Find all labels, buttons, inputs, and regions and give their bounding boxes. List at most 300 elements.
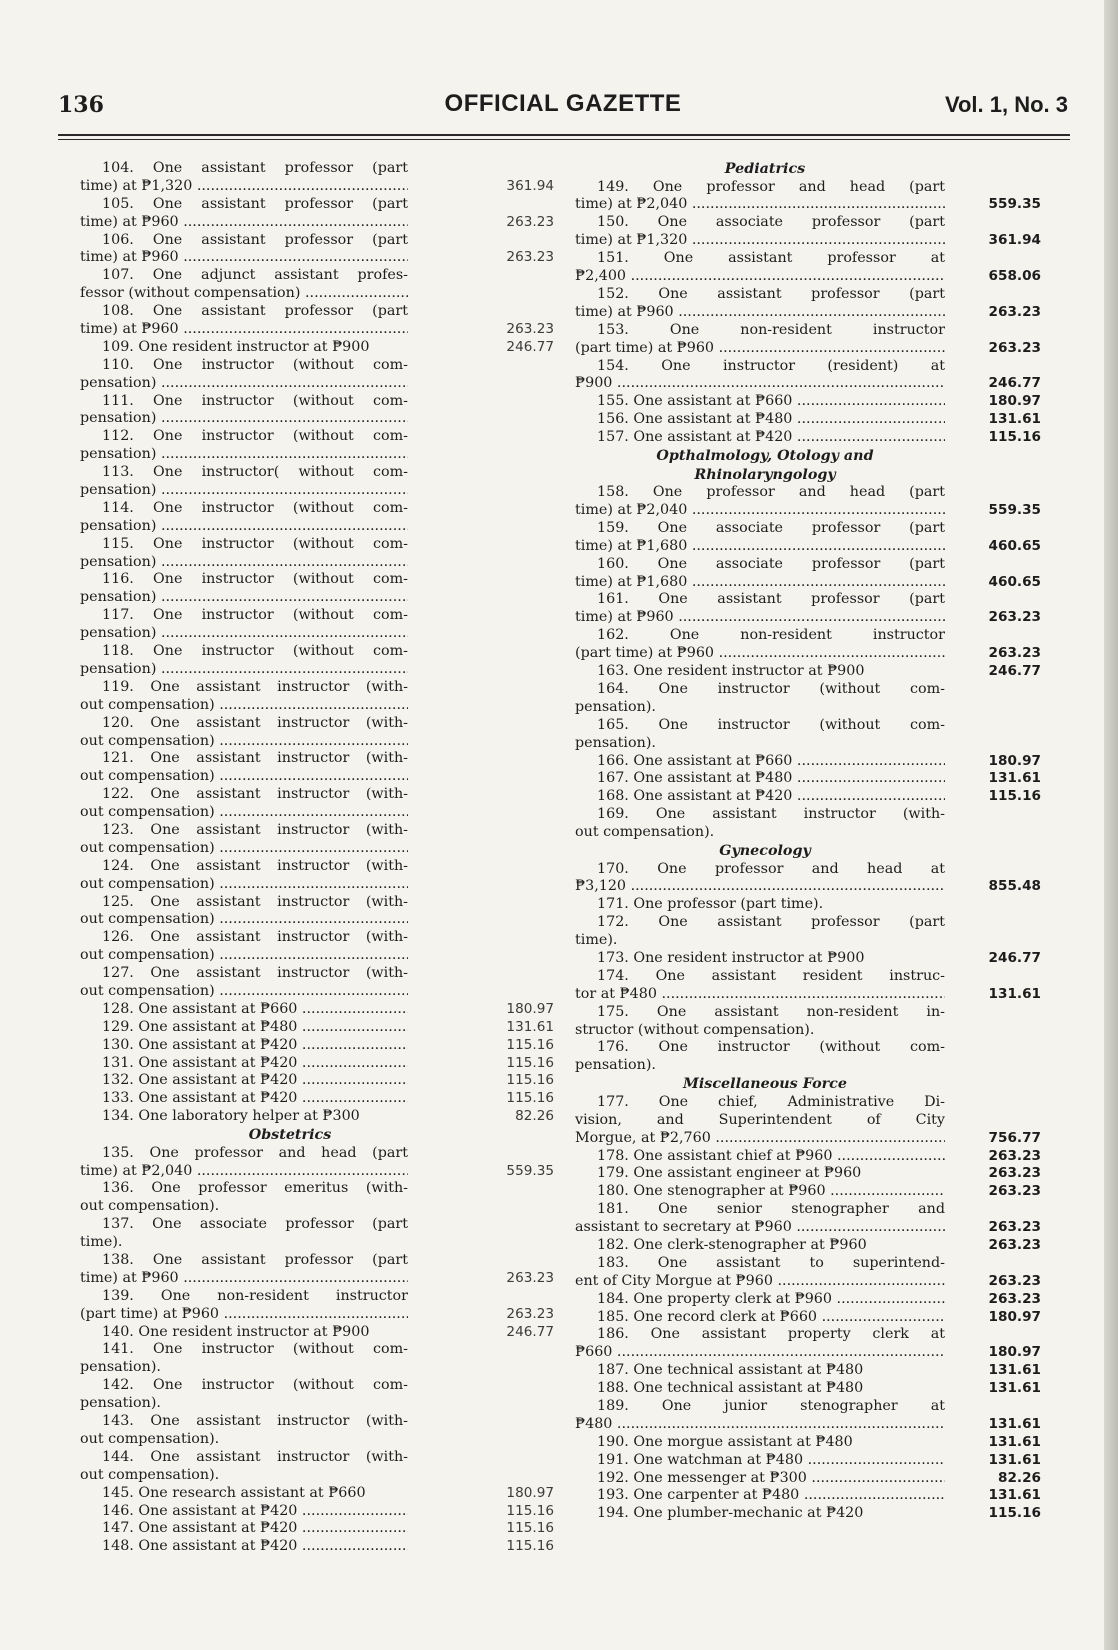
item-text: time) at ₱960 .....: [80, 214, 408, 232]
item-line: [80, 1431, 554, 1449]
item-text: 176. One instructor (without com-: [597, 1039, 945, 1056]
item-line: [80, 679, 554, 697]
item-text: 184. One property clerk at ₱960 .....: [597, 1291, 945, 1309]
item-line: [575, 502, 1041, 520]
page-header: [58, 90, 1068, 130]
item-line: [80, 285, 554, 303]
section-heading: Rhinolaryngology: [694, 466, 836, 483]
item-text: out compensation) .....: [80, 911, 408, 929]
section-heading: Gynecology: [719, 842, 811, 859]
item-amount: 460.65: [988, 573, 1041, 590]
item-line: [575, 375, 1041, 393]
item-text: 156. One assistant at ₱480 .....: [597, 411, 945, 429]
item-text: 190. One morgue assistant at ₱480: [597, 1433, 853, 1450]
item-text: 125. One assistant instructor (with-: [102, 893, 408, 910]
item-text: 106. One assistant professor (part: [102, 231, 408, 248]
item-line: [575, 322, 1041, 340]
item-text: 158. One professor and head (part: [597, 484, 945, 501]
item-line: [80, 482, 554, 500]
item-line: [575, 232, 1041, 250]
item-line: [575, 411, 1041, 429]
item-line: [575, 1112, 1041, 1130]
item-text: pensation) .....: [80, 518, 408, 536]
item-text: structor (without compensation).: [575, 1021, 815, 1038]
item-line: [575, 1148, 1041, 1166]
item-amount: 131.61: [988, 1487, 1041, 1504]
item-text: 128. One assistant at ₱660 .....: [102, 1001, 408, 1019]
item-line: [575, 250, 1041, 268]
section-heading: Miscellaneous Force: [683, 1076, 847, 1093]
item-amount: 131.61: [988, 1380, 1041, 1397]
item-amount: 131.61: [988, 411, 1041, 428]
item-text: 183. One assistant to superintend-: [597, 1254, 945, 1271]
item-line: [80, 410, 554, 428]
item-line: [80, 822, 554, 840]
item-line: [575, 1309, 1041, 1327]
item-line: [80, 1520, 554, 1538]
item-amount: 559.35: [506, 1162, 554, 1179]
item-line: [80, 1001, 554, 1019]
item-text: 140. One resident instructor at ₱900: [102, 1323, 370, 1340]
item-text: 139. One non-resident instructor: [102, 1287, 408, 1304]
item-line: [575, 1039, 1041, 1057]
item-line: [80, 500, 554, 518]
item-text: 169. One assistant instructor (with-: [597, 806, 945, 823]
item-amount: 361.94: [988, 232, 1041, 249]
item-text: ₱2,400 .....: [575, 268, 945, 286]
item-line: [80, 661, 554, 679]
item-text: 178. One assistant chief at ₱960 .....: [597, 1148, 945, 1166]
item-line: [80, 1145, 554, 1163]
item-text: ₱900 .....: [575, 375, 945, 393]
item-line: [80, 196, 554, 214]
item-text: pensation) .....: [80, 589, 408, 607]
item-text: 161. One assistant professor (part: [597, 591, 945, 608]
item-line: [80, 375, 554, 393]
item-text: 117. One instructor (without com-: [102, 607, 408, 624]
item-text: tor at ₱480 .....: [575, 986, 945, 1004]
item-line: [80, 1108, 554, 1126]
item-text: 159. One associate professor (part: [597, 519, 945, 536]
item-text: pensation).: [80, 1395, 161, 1412]
item-line: [80, 428, 554, 446]
item-amount: 246.77: [988, 663, 1041, 680]
item-line: [575, 861, 1041, 879]
item-amount: 82.26: [998, 1469, 1041, 1486]
item-line: [575, 663, 1041, 681]
item-text: time) at ₱2,040 .....: [575, 196, 945, 214]
item-text: 121. One assistant instructor (with-: [102, 750, 408, 767]
item-amount: 115.16: [988, 788, 1041, 805]
item-text: time) at ₱960 .....: [80, 321, 408, 339]
item-line: [80, 446, 554, 464]
item-line: [575, 806, 1041, 824]
item-line: [80, 1090, 554, 1108]
item-line: [80, 750, 554, 768]
item-line: [80, 965, 554, 983]
item-line: [575, 699, 1041, 717]
item-text: 116. One instructor (without com-: [102, 571, 408, 588]
item-text: out compensation).: [575, 824, 715, 841]
item-text: 122. One assistant instructor (with-: [102, 786, 408, 803]
item-text: 192. One messenger at ₱300 .....: [597, 1470, 945, 1488]
item-line: [575, 878, 1041, 896]
item-text: 149. One professor and head (part: [597, 178, 945, 195]
item-text: (part time) at ₱960 .....: [575, 340, 945, 358]
item-text: 118. One instructor (without com-: [102, 643, 408, 660]
item-text: 152. One assistant professor (part: [597, 285, 945, 302]
item-line: [575, 1326, 1041, 1344]
item-line: [575, 1505, 1041, 1523]
item-amount: 658.06: [988, 268, 1041, 285]
item-line: [80, 1288, 554, 1306]
item-amount: 756.77: [988, 1129, 1041, 1146]
item-line: [80, 1270, 554, 1288]
item-line: [575, 1130, 1041, 1148]
item-line: [575, 1362, 1041, 1380]
item-text: 180. One stenographer at ₱960 .....: [597, 1183, 945, 1201]
item-text: fessor (without compensation) .....: [80, 285, 408, 303]
item-text: 104. One assistant professor (part: [102, 160, 408, 176]
item-line: [80, 249, 554, 267]
item-amount: 115.16: [988, 1505, 1041, 1522]
item-text: 130. One assistant at ₱420 .....: [102, 1037, 408, 1055]
item-line: [80, 715, 554, 733]
item-line: [575, 681, 1041, 699]
header-rule-thin: [58, 139, 1070, 140]
item-line: [575, 753, 1041, 771]
item-line: [80, 1377, 554, 1395]
item-text: 163. One resident instructor at ₱900: [597, 663, 865, 680]
item-amount: 115.16: [506, 1090, 554, 1107]
item-line: [80, 607, 554, 625]
item-text: ent of City Morgue at ₱960 .....: [575, 1273, 945, 1291]
item-text: 127. One assistant instructor (with-: [102, 965, 408, 982]
item-text: 194. One plumber-mechanic at ₱420: [597, 1505, 864, 1522]
item-line: [575, 268, 1041, 286]
item-line: [575, 429, 1041, 447]
item-amount: 115.16: [506, 1520, 554, 1537]
item-amount: 131.61: [506, 1018, 554, 1035]
item-amount: 180.97: [988, 1308, 1041, 1325]
item-line: [80, 1503, 554, 1521]
item-line: [80, 339, 554, 357]
item-amount: 180.97: [988, 752, 1041, 769]
item-text: 123. One assistant instructor (with-: [102, 821, 408, 838]
item-amount: 131.61: [988, 985, 1041, 1002]
page-edge: [1104, 0, 1118, 1650]
item-text: out compensation).: [80, 1466, 220, 1483]
item-amount: 263.23: [506, 1269, 554, 1286]
item-line: [575, 645, 1041, 663]
item-line: [80, 267, 554, 285]
item-line: [80, 464, 554, 482]
item-amount: 246.77: [988, 375, 1041, 392]
item-line: [80, 1234, 554, 1252]
item-amount: 263.23: [988, 1183, 1041, 1200]
item-text: 154. One instructor (resident) at: [597, 357, 945, 374]
item-text: pensation) .....: [80, 375, 408, 393]
item-line: [575, 986, 1041, 1004]
item-text: out compensation).: [80, 1198, 220, 1215]
item-line: [575, 932, 1041, 950]
item-amount: 263.23: [988, 303, 1041, 320]
item-text: time) at ₱1,680 .....: [575, 574, 945, 592]
item-text: time) at ₱2,040 .....: [80, 1163, 408, 1181]
item-text: 141. One instructor (without com-: [102, 1341, 408, 1358]
item-text: time) at ₱1,320 .....: [575, 232, 945, 250]
item-amount: 246.77: [506, 338, 554, 355]
item-text: out compensation) .....: [80, 697, 408, 715]
item-line: [80, 518, 554, 536]
page-number: 136: [58, 92, 104, 118]
item-text: 171. One professor (part time).: [597, 896, 824, 913]
item-text: (part time) at ₱960 .....: [80, 1306, 408, 1324]
item-text: ₱480 .....: [575, 1416, 945, 1434]
item-text: 115. One instructor (without com-: [102, 535, 408, 552]
item-line: [80, 536, 554, 554]
item-line: [575, 1291, 1041, 1309]
item-text: 135. One professor and head (part: [102, 1144, 408, 1161]
item-line: [80, 1019, 554, 1037]
item-line: [80, 571, 554, 589]
item-line: [80, 160, 554, 178]
item-text: pensation) .....: [80, 625, 408, 643]
item-line: [575, 556, 1041, 574]
item-amount: 263.23: [988, 339, 1041, 356]
item-line: [80, 643, 554, 661]
item-text: 165. One instructor (without com-: [597, 716, 945, 733]
item-text: 112. One instructor (without com-: [102, 428, 408, 445]
item-line: [80, 1252, 554, 1270]
item-line: [575, 1434, 1041, 1452]
item-amount: 115.16: [506, 1502, 554, 1519]
item-line: [80, 1198, 554, 1216]
item-line: [80, 786, 554, 804]
item-text: 191. One watchman at ₱480 .....: [597, 1452, 945, 1470]
item-text: 187. One technical assistant at ₱480: [597, 1362, 864, 1379]
item-text: 153. One non-resident instructor: [597, 321, 945, 338]
item-line: [80, 178, 554, 196]
item-text: 110. One instructor (without com-: [102, 356, 408, 373]
item-amount: 131.61: [988, 1433, 1041, 1450]
item-text: 124. One assistant instructor (with-: [102, 857, 408, 874]
item-text: pensation).: [575, 734, 656, 751]
item-line: [575, 914, 1041, 932]
item-text: 157. One assistant at ₱420 .....: [597, 429, 945, 447]
section-heading: Pediatrics: [724, 161, 806, 177]
item-text: 174. One assistant resident instruc-: [597, 967, 945, 984]
item-amount: 460.65: [988, 537, 1041, 554]
item-text: out compensation) .....: [80, 733, 408, 751]
item-amount: 263.23: [988, 1290, 1041, 1307]
item-text: 164. One instructor (without com-: [597, 680, 945, 697]
item-line: [575, 196, 1041, 214]
item-text: pensation) .....: [80, 661, 408, 679]
item-amount: 263.23: [988, 1219, 1041, 1236]
item-line: [575, 1219, 1041, 1237]
item-text: 155. One assistant at ₱660 .....: [597, 393, 945, 411]
item-text: time) at ₱1,680 .....: [575, 538, 945, 556]
item-line: [575, 824, 1041, 842]
item-line: [80, 1324, 554, 1342]
item-amount: 180.97: [988, 1344, 1041, 1361]
item-line: [80, 876, 554, 894]
item-line: [575, 1380, 1041, 1398]
item-text: 179. One assistant engineer at ₱960: [597, 1165, 862, 1182]
item-text: 142. One instructor (without com-: [102, 1377, 408, 1394]
item-line: [575, 1022, 1041, 1040]
item-line: [80, 625, 554, 643]
item-text: pensation) .....: [80, 482, 408, 500]
item-text: vision, and Superintendent of City: [575, 1111, 945, 1128]
item-text: out compensation) .....: [80, 840, 408, 858]
item-amount: 131.61: [988, 1415, 1041, 1432]
item-text: pensation) .....: [80, 554, 408, 572]
item-text: pensation) .....: [80, 446, 408, 464]
item-text: pensation).: [80, 1359, 161, 1376]
item-text: 186. One assistant property clerk at: [597, 1326, 945, 1343]
item-line: [575, 1416, 1041, 1434]
item-text: 107. One adjunct assistant profes-: [102, 267, 408, 284]
right-column: [575, 160, 1041, 1523]
item-line: [575, 1165, 1041, 1183]
item-line: [575, 788, 1041, 806]
item-line: [80, 1395, 554, 1413]
header-rule: [58, 134, 1070, 136]
item-text: 167. One assistant at ₱480 .....: [597, 770, 945, 788]
item-amount: 131.61: [988, 1451, 1041, 1468]
item-text: 151. One assistant professor at: [597, 250, 945, 267]
item-text: assistant to secretary at ₱960 .....: [575, 1219, 945, 1237]
item-line: [575, 1057, 1041, 1075]
item-line: [80, 321, 554, 339]
item-text: 175. One assistant non-resident in-: [597, 1003, 945, 1020]
item-text: out compensation) .....: [80, 983, 408, 1001]
item-line: [80, 858, 554, 876]
item-text: 181. One senior stenographer and: [597, 1201, 945, 1218]
item-amount: 246.77: [506, 1323, 554, 1340]
item-text: out compensation) .....: [80, 876, 408, 894]
item-text: Morgue, at ₱2,760 .....: [575, 1130, 945, 1148]
item-amount: 82.26: [515, 1108, 554, 1125]
item-line: [575, 717, 1041, 735]
item-line: [80, 357, 554, 375]
item-line: [575, 1094, 1041, 1112]
item-line: [575, 609, 1041, 627]
item-line: [80, 1306, 554, 1324]
item-text: 131. One assistant at ₱420 .....: [102, 1055, 408, 1073]
item-text: time) at ₱960 .....: [575, 304, 945, 322]
item-text: time).: [80, 1234, 123, 1251]
item-text: 120. One assistant instructor (with-: [102, 714, 408, 731]
item-text: 182. One clerk-stenographer at ₱960: [597, 1236, 867, 1253]
item-line: [80, 589, 554, 607]
item-text: pensation).: [575, 698, 656, 715]
item-amount: 263.23: [988, 645, 1041, 662]
left-column: [80, 160, 554, 1556]
item-text: 126. One assistant instructor (with-: [102, 929, 408, 946]
item-amount: 131.61: [988, 770, 1041, 787]
item-line: [575, 950, 1041, 968]
item-line: [80, 947, 554, 965]
item-line: [575, 1487, 1041, 1505]
item-line: [575, 896, 1041, 914]
item-text: 166. One assistant at ₱660 .....: [597, 753, 945, 771]
item-text: 147. One assistant at ₱420 .....: [102, 1520, 408, 1538]
item-text: 189. One junior stenographer at: [597, 1397, 945, 1414]
item-line: [575, 358, 1041, 376]
item-line: [80, 1485, 554, 1503]
item-text: 160. One associate professor (part: [597, 555, 945, 572]
item-text: 108. One assistant professor (part: [102, 303, 408, 320]
item-amount: 855.48: [988, 878, 1041, 895]
item-text: time).: [575, 932, 618, 949]
item-text: 148. One assistant at ₱420 .....: [102, 1538, 408, 1556]
item-amount: 559.35: [988, 502, 1041, 519]
item-line: [80, 894, 554, 912]
publication-title: OFFICIAL GAZETTE: [444, 90, 682, 117]
item-line: [575, 1255, 1041, 1273]
item-text: 132. One assistant at ₱420 .....: [102, 1072, 408, 1090]
item-text: 170. One professor and head at: [597, 860, 945, 877]
item-amount: 115.16: [988, 429, 1041, 446]
item-text: 144. One assistant instructor (with-: [102, 1448, 408, 1465]
item-line: [575, 1452, 1041, 1470]
item-line: [575, 340, 1041, 358]
item-text: 109. One resident instructor at ₱900: [102, 338, 370, 355]
item-line: [575, 393, 1041, 411]
item-line: [80, 232, 554, 250]
item-line: [80, 1216, 554, 1234]
item-line: [575, 1344, 1041, 1362]
item-amount: 180.97: [988, 393, 1041, 410]
item-line: [80, 1163, 554, 1181]
item-text: out compensation) .....: [80, 947, 408, 965]
item-line: [80, 840, 554, 858]
item-text: 138. One assistant professor (part: [102, 1252, 408, 1269]
item-line: [575, 538, 1041, 556]
item-line: [575, 1398, 1041, 1416]
item-line: [575, 968, 1041, 986]
item-line: [575, 1183, 1041, 1201]
item-line: [80, 1037, 554, 1055]
item-line: [80, 733, 554, 751]
item-amount: 559.35: [988, 196, 1041, 213]
item-line: [80, 1538, 554, 1556]
item-text: ₱3,120 .....: [575, 878, 945, 896]
item-text: 134. One laboratory helper at ₱300: [102, 1108, 360, 1125]
item-text: 114. One instructor (without com-: [102, 499, 408, 516]
item-text: out compensation) .....: [80, 768, 408, 786]
item-line: [575, 574, 1041, 592]
item-text: 168. One assistant at ₱420 .....: [597, 788, 945, 806]
item-line: [575, 1237, 1041, 1255]
item-text: 162. One non-resident instructor: [597, 627, 945, 644]
item-line: [80, 1341, 554, 1359]
item-amount: 361.94: [506, 177, 554, 194]
item-line: [80, 911, 554, 929]
item-line: [80, 1180, 554, 1198]
item-text: 129. One assistant at ₱480 .....: [102, 1019, 408, 1037]
item-line: [80, 929, 554, 947]
item-text: 172. One assistant professor (part: [597, 914, 945, 931]
item-amount: 263.23: [506, 249, 554, 266]
item-line: [575, 214, 1041, 232]
item-text: 105. One assistant professor (part: [102, 195, 408, 212]
item-text: time) at ₱960 .....: [575, 609, 945, 627]
item-text: 150. One associate professor (part: [597, 214, 945, 231]
